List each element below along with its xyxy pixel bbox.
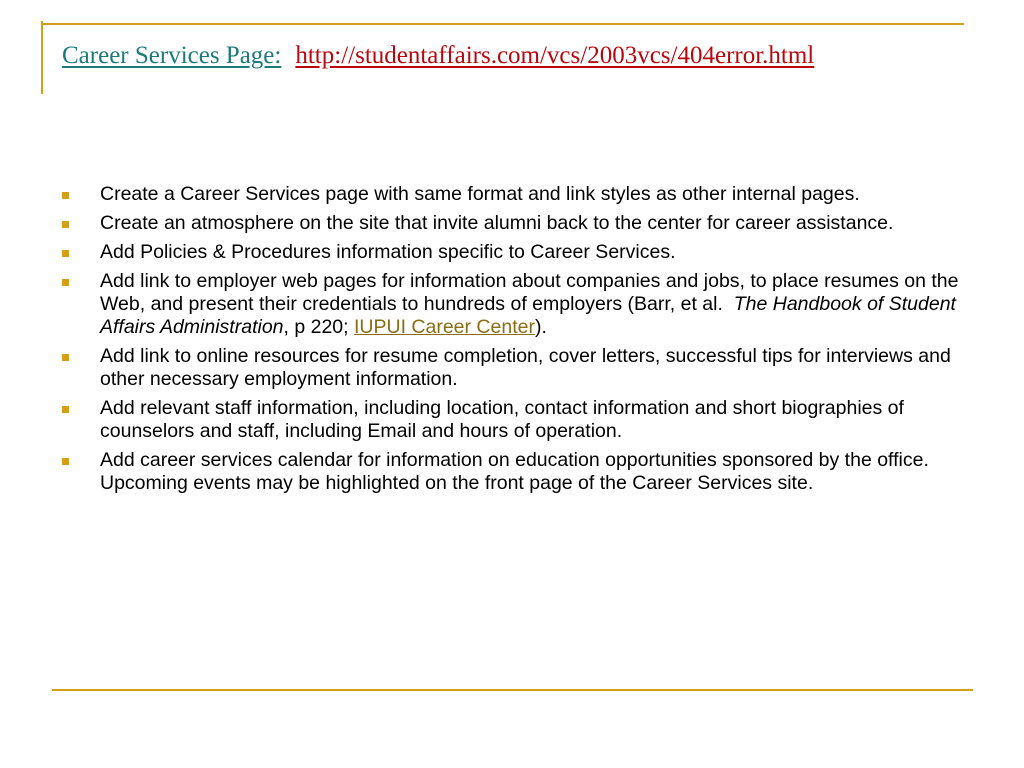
bullet-text: Create an atmosphere on the site that invite alumni back to the center for career assistance. bbox=[100, 212, 894, 234]
bullet-text: Add career services calendar for information on education opportunities sponsored by the office. Upcoming events may be highlighted on the front page of the Career Services site. bbox=[100, 449, 935, 494]
square-bullet-icon bbox=[62, 250, 69, 257]
accent-bottom-rule bbox=[52, 689, 973, 691]
square-bullet-icon bbox=[62, 221, 69, 228]
book-title: The Handbook of Student Affairs Administration bbox=[100, 293, 956, 338]
list-item bbox=[62, 397, 972, 443]
bullet-text: ). bbox=[534, 316, 547, 338]
list-item bbox=[62, 212, 972, 235]
square-bullet-icon bbox=[62, 406, 69, 413]
list-item bbox=[62, 183, 972, 206]
bullet-list bbox=[62, 183, 972, 501]
accent-top-rule bbox=[41, 23, 964, 25]
accent-vertical-rule bbox=[41, 21, 43, 94]
square-bullet-icon bbox=[62, 354, 69, 361]
bullet-text: Add relevant staff information, including location, contact information and short biographies of counselors and staff, including Email and hours of operation. bbox=[100, 397, 904, 442]
slide-title bbox=[62, 40, 814, 72]
bullet-text: Add Policies & Procedures information specific to Career Services. bbox=[100, 241, 676, 263]
bullet-text: Add link to employer web pages for information about companies and jobs, to place resumes on the Web, and present their credentials to hundreds of employers (Barr, et al. bbox=[100, 270, 959, 315]
bullet-text: Create a Career Services page with same format and link styles as other internal pages. bbox=[100, 183, 860, 205]
title-url-link[interactable]: http://studentaffairs.com/vcs/2003vcs/404error.html bbox=[295, 42, 815, 69]
list-item bbox=[62, 449, 972, 495]
square-bullet-icon bbox=[62, 458, 69, 465]
bullet-text: Add link to online resources for resume completion, cover letters, successful tips for interviews and other necessary employment information. bbox=[100, 345, 951, 390]
square-bullet-icon bbox=[62, 192, 69, 199]
bullet-text: , p 220; bbox=[283, 316, 354, 338]
square-bullet-icon bbox=[62, 279, 69, 286]
list-item bbox=[62, 270, 972, 339]
list-item bbox=[62, 241, 972, 264]
title-label-link[interactable]: Career Services Page: bbox=[62, 42, 282, 69]
list-item bbox=[62, 345, 972, 391]
iupui-career-center-link[interactable]: IUPUI Career Center bbox=[353, 316, 535, 338]
